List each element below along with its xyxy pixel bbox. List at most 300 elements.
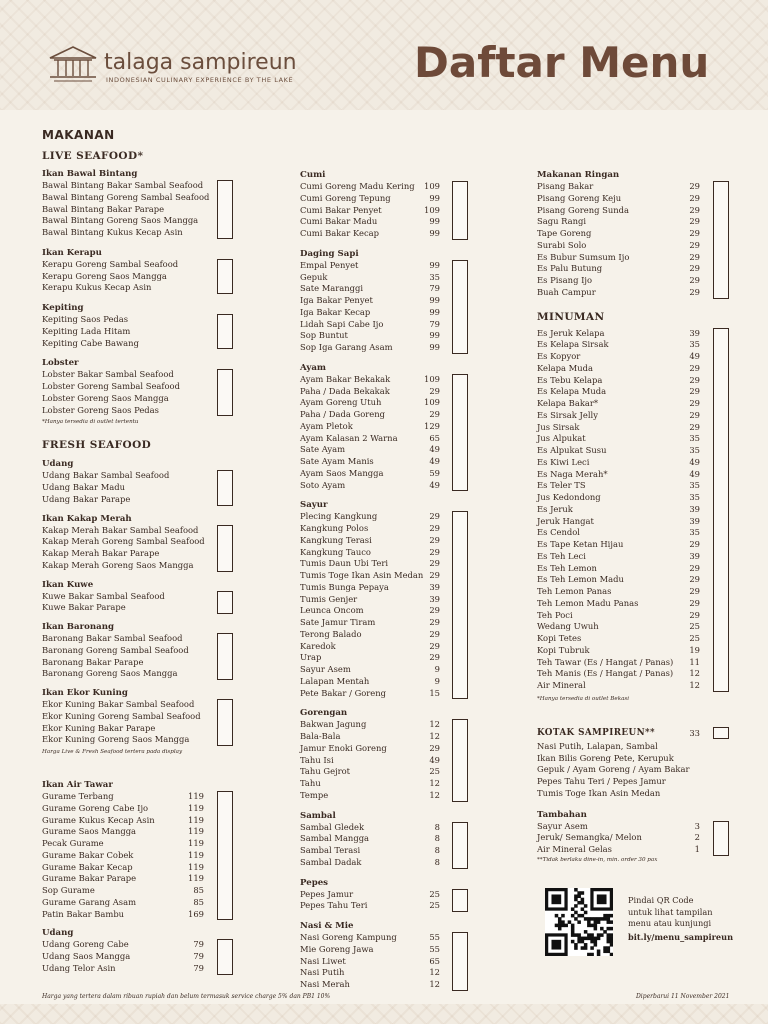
order-checkbox[interactable] bbox=[217, 369, 233, 416]
menu-item-name: Bawal Bintang Goreng Saos Mangga bbox=[42, 215, 199, 226]
menu-item-name: Sop Gurame bbox=[42, 885, 95, 895]
menu-item-price: 29 bbox=[689, 421, 700, 432]
menu-item-price: 9 bbox=[434, 664, 440, 674]
menu-item-price: 39 bbox=[429, 581, 440, 592]
group-title-tambahan: Tambahan bbox=[537, 809, 587, 820]
menu-item-name: Kerapu Kukus Kecap Asin bbox=[42, 282, 152, 293]
menu-item-name: Sate Jamur Tiram bbox=[300, 617, 376, 627]
menu-item-price: 29 bbox=[689, 562, 700, 573]
menu-item-name: Sate Maranggi bbox=[300, 283, 364, 294]
menu-item-price: 2 bbox=[694, 832, 700, 843]
menu-item-name: Jus Kedondong bbox=[537, 492, 601, 502]
menu-item-name: Surabi Solo bbox=[537, 239, 587, 250]
menu-item-name: Tumis Toge Ikan Asin Medan bbox=[300, 570, 424, 580]
menu-item-price: 39 bbox=[689, 515, 700, 526]
menu-item-price: 29 bbox=[689, 398, 700, 408]
menu-item-price: 49 bbox=[429, 444, 440, 455]
menu-item-name: Pepes Jamur bbox=[300, 888, 354, 899]
menu-item-price: 8 bbox=[434, 856, 440, 867]
order-checkbox[interactable] bbox=[217, 314, 233, 349]
menu-item-name: Gurame Garang Asam bbox=[42, 896, 137, 907]
menu-item-price: 49 bbox=[429, 754, 440, 765]
menu-item-price: 85 bbox=[193, 885, 204, 895]
menu-item-price: 29 bbox=[429, 523, 440, 533]
menu-item-name: Nasi Merah bbox=[300, 979, 350, 989]
menu-item-price: 39 bbox=[689, 327, 700, 338]
menu-item-name: Pecak Gurame bbox=[42, 838, 104, 848]
menu-item-name: Kepiting Lada Hitam bbox=[42, 325, 131, 336]
group-title-ikan-kerapu: Ikan Kerapu bbox=[42, 247, 102, 258]
menu-item-name: Ayam Bakar Bekakak bbox=[300, 373, 391, 384]
menu-item-price: 59 bbox=[429, 467, 440, 478]
menu-item-name: Bala-Bala bbox=[300, 731, 341, 741]
kotak-line: Ikan Bilis Goreng Pete, Kerupuk bbox=[537, 752, 674, 763]
menu-item-price: 29 bbox=[689, 374, 700, 385]
menu-item-price: 25 bbox=[689, 633, 700, 643]
menu-item-name: Buah Campur bbox=[537, 286, 596, 297]
menu-item-name: Sop Iga Garang Asam bbox=[300, 342, 393, 352]
menu-item-name: Jus Alpukat bbox=[537, 433, 586, 444]
menu-item-price: 25 bbox=[429, 766, 440, 777]
order-checkbox[interactable] bbox=[217, 791, 233, 920]
menu-item-name: Kuwe Bakar Sambal Seafood bbox=[42, 590, 165, 601]
menu-item-name: Empal Penyet bbox=[300, 259, 359, 270]
menu-item-name: Jus Sirsak bbox=[537, 421, 580, 432]
menu-item-name: Soto Ayam bbox=[300, 479, 346, 490]
menu-item-price: 119 bbox=[188, 802, 204, 813]
menu-item-name: Tempe bbox=[300, 789, 329, 800]
fresh-seafood-note: Harga Live & Fresh Seafood tertera pada display bbox=[42, 749, 183, 755]
menu-item-name: Es Kiwi Leci bbox=[537, 456, 590, 467]
menu-item-name: Ayam Kalasan 2 Warna bbox=[300, 432, 398, 443]
order-checkbox[interactable] bbox=[452, 181, 468, 240]
menu-item-name: Tumis Bunga Pepaya bbox=[300, 581, 389, 592]
menu-item-price: 99 bbox=[429, 259, 440, 270]
menu-item-name: Jamur Enoki Goreng bbox=[300, 742, 387, 753]
menu-item-name: Sop Buntut bbox=[300, 330, 348, 341]
menu-item-price: 25 bbox=[429, 900, 440, 911]
menu-item-name: Terong Balado bbox=[300, 628, 362, 639]
brand-tagline: INDONESIAN CULINARY EXPERIENCE BY THE LAKE bbox=[106, 76, 294, 84]
menu-item-price: 15 bbox=[429, 687, 440, 698]
footer-updated-date: Diperbarui 11 November 2021 bbox=[636, 993, 730, 1000]
group-title-ikan-bawal-bintang: Ikan Bawal Bintang bbox=[42, 169, 138, 179]
menu-item-price: 29 bbox=[689, 275, 700, 285]
qr-caption-line: menu atau kunjungi bbox=[628, 918, 712, 928]
menu-item-name: Bawal Bintang Goreng Sambal Seafood bbox=[42, 191, 210, 202]
menu-item-price: 35 bbox=[689, 527, 700, 538]
menu-item-price: 29 bbox=[429, 546, 440, 557]
menu-item-name: Jeruk/ Semangka/ Melon bbox=[537, 832, 642, 843]
menu-item-name: Gurame Bakar Parape bbox=[42, 873, 137, 884]
menu-item-name: Sate Ayam Manis bbox=[300, 456, 374, 466]
menu-item-price: 55 bbox=[429, 943, 440, 954]
menu-item-price: 35 bbox=[689, 492, 700, 502]
menu-item-price: 39 bbox=[429, 593, 440, 604]
menu-item-price: 12 bbox=[429, 967, 440, 978]
menu-item-price: 29 bbox=[689, 181, 700, 191]
kotak-line: Tumis Toge Ikan Asin Medan bbox=[537, 787, 661, 798]
menu-item-name: Tahu Isi bbox=[300, 754, 334, 765]
menu-item-price: 29 bbox=[429, 652, 440, 663]
group-title-cumi: Cumi bbox=[300, 170, 326, 180]
menu-item-price: 35 bbox=[689, 480, 700, 491]
menu-item-name: Es Teh Lemon bbox=[537, 562, 597, 573]
group-title-makanan-ringan: Makanan Ringan bbox=[537, 170, 620, 180]
menu-item-price: 85 bbox=[193, 896, 204, 907]
menu-item-name: Cumi Bakar Madu bbox=[300, 216, 378, 227]
menu-item-name: Sate Ayam bbox=[300, 444, 346, 455]
menu-item-name: Udang Telor Asin bbox=[42, 962, 116, 973]
menu-item-name: Air Mineral bbox=[537, 680, 586, 690]
menu-item-name: Pepes Tahu Teri bbox=[300, 900, 368, 911]
menu-item-name: Es Tebu Kelapa bbox=[537, 374, 603, 385]
menu-item-price: 29 bbox=[429, 628, 440, 639]
group-title-kepiting: Kepiting bbox=[42, 303, 84, 313]
menu-item-name: Udang Bakar Parape bbox=[42, 493, 131, 504]
menu-item-price: 29 bbox=[689, 409, 700, 420]
group-title-ikan-ekor-kuning: Ikan Ekor Kuning bbox=[42, 688, 128, 698]
section-title-minuman: MINUMAN bbox=[537, 310, 605, 323]
menu-item-name: Udang Bakar Sambal Seafood bbox=[42, 470, 170, 481]
order-checkbox[interactable] bbox=[452, 932, 468, 991]
menu-item-name: Ayam Goreng Utuh bbox=[300, 397, 382, 408]
order-checkbox[interactable] bbox=[217, 259, 233, 294]
kotak-price: 33 bbox=[689, 727, 700, 738]
menu-item-name: Sayur Asem bbox=[300, 664, 351, 674]
order-checkbox[interactable] bbox=[217, 180, 233, 239]
menu-item-name: Baronang Bakar Parape bbox=[42, 656, 144, 667]
menu-item-name: Es Kelapa Sirsak bbox=[537, 339, 609, 350]
menu-item-name: Iga Bakar Kecap bbox=[300, 306, 371, 317]
menu-item-price: 29 bbox=[689, 228, 700, 238]
menu-item-price: 35 bbox=[689, 339, 700, 350]
menu-item-price: 99 bbox=[429, 330, 440, 341]
menu-item-name: Karedok bbox=[300, 640, 336, 651]
menu-item-name: Es Alpukat Susu bbox=[537, 445, 607, 455]
menu-item-name: Es Naga Merah* bbox=[537, 468, 608, 479]
menu-item-name: Cumi Bakar Kecap bbox=[300, 228, 379, 238]
section-title-live-seafood: LIVE SEAFOOD* bbox=[42, 150, 144, 162]
group-title-ikan-kuwe: Ikan Kuwe bbox=[42, 579, 94, 590]
menu-item-name: Gurame Bakar Kecap bbox=[42, 861, 133, 872]
group-title-udang: Udang bbox=[42, 459, 74, 470]
group-title-gorengan: Gorengan bbox=[300, 708, 348, 719]
menu-item-price: 29 bbox=[429, 511, 440, 522]
menu-item-price: 29 bbox=[689, 574, 700, 585]
menu-item-name: Kepiting Saos Pedas bbox=[42, 314, 129, 324]
menu-item-price: 49 bbox=[689, 468, 700, 479]
menu-item-price: 12 bbox=[429, 789, 440, 800]
menu-item-name: Bakwan Jagung bbox=[300, 719, 367, 730]
menu-item-name: Teh Lemon Madu Panas bbox=[537, 597, 639, 608]
menu-item-name: Ekor Kuning Bakar Sambal Seafood bbox=[42, 699, 195, 709]
menu-item-name: Es Kopyor bbox=[537, 351, 581, 361]
menu-item-name: Kuwe Bakar Parape bbox=[42, 602, 126, 613]
menu-item-name: Baronang Goreng Sambal Seafood bbox=[42, 644, 189, 655]
menu-item-price: 119 bbox=[188, 826, 204, 837]
menu-item-price: 79 bbox=[429, 318, 440, 329]
menu-item-price: 129 bbox=[424, 420, 440, 431]
menu-item-name: Bawal Bintang Bakar Parape bbox=[42, 203, 165, 214]
kotak-line: Gepuk / Ayam Goreng / Ayam Bakar bbox=[537, 764, 690, 775]
menu-item-price: 25 bbox=[689, 621, 700, 632]
order-checkbox[interactable] bbox=[713, 181, 729, 299]
menu-item-name: Bawal Bintang Kukus Kecap Asin bbox=[42, 227, 183, 237]
menu-item-price: 12 bbox=[689, 680, 700, 690]
menu-item-name: Teh Lemon Panas bbox=[537, 586, 612, 596]
menu-item-name: Kopi Tubruk bbox=[537, 644, 590, 655]
group-title-sayur: Sayur bbox=[300, 500, 328, 511]
menu-item-price: 99 bbox=[429, 228, 440, 238]
menu-item-price: 119 bbox=[188, 838, 204, 848]
menu-item-price: 49 bbox=[689, 456, 700, 467]
menu-item-price: 29 bbox=[689, 251, 700, 262]
kotak-line: Nasi Putih, Lalapan, Sambal bbox=[537, 740, 658, 751]
menu-item-price: 8 bbox=[434, 845, 440, 855]
live-seafood-note: *Hanya tersedia di outlet tertentu bbox=[42, 419, 139, 426]
menu-item-price: 12 bbox=[689, 668, 700, 679]
menu-item-price: 79 bbox=[193, 951, 204, 961]
group-title-ikan-baronang: Ikan Baronang bbox=[42, 622, 114, 632]
qr-caption-line: untuk lihat tampilan bbox=[628, 906, 713, 917]
section-title-makanan: MAKANAN bbox=[42, 128, 115, 142]
order-checkbox[interactable] bbox=[452, 374, 468, 492]
menu-item-price: 8 bbox=[434, 821, 440, 832]
menu-item-price: 29 bbox=[429, 617, 440, 627]
order-checkbox[interactable] bbox=[217, 525, 233, 572]
menu-item-price: 29 bbox=[689, 597, 700, 608]
footer-band bbox=[0, 1004, 768, 1024]
menu-item-price: 99 bbox=[429, 192, 440, 203]
footer-price-note: Harga yang tertera dalam ribuan rupiah dan belum termasuk service charge 5% dan PB1 10% bbox=[42, 993, 331, 1000]
menu-item-name: Udang Bakar Madu bbox=[42, 482, 126, 492]
header-band bbox=[0, 0, 768, 110]
menu-item-price: 29 bbox=[429, 570, 440, 580]
menu-item-name: Tape Goreng bbox=[537, 228, 592, 238]
menu-item-name: Gurame Kukus Kecap Asin bbox=[42, 814, 155, 825]
menu-item-name: Gepuk bbox=[300, 271, 328, 282]
menu-item-name: Gurame Bakar Cobek bbox=[42, 849, 134, 860]
menu-item-price: 79 bbox=[193, 962, 204, 973]
menu-item-price: 29 bbox=[689, 239, 700, 250]
menu-item-price: 29 bbox=[689, 586, 700, 596]
menu-item-price: 39 bbox=[689, 550, 700, 561]
order-checkbox[interactable] bbox=[452, 260, 468, 354]
menu-item-name: Jeruk Hangat bbox=[537, 515, 594, 526]
menu-item-price: 29 bbox=[429, 742, 440, 753]
brand-name-a: talaga bbox=[104, 50, 181, 75]
menu-item-name: Teh Poci bbox=[537, 609, 573, 620]
tambahan-note: **Tidak berlaku dine-in, min. order 30 pax bbox=[537, 856, 658, 863]
menu-item-name: Gurame Goreng Cabe Ijo bbox=[42, 802, 149, 813]
menu-item-name: Tumis Daun Ubi Teri bbox=[300, 558, 389, 569]
menu-item-price: 29 bbox=[689, 216, 700, 227]
group-title-ikan-kakap-merah: Ikan Kakap Merah bbox=[42, 513, 132, 524]
section-title-kotak-sampireun: KOTAK SAMPIREUN** bbox=[537, 727, 656, 738]
menu-item-name: Kepiting Cabe Bawang bbox=[42, 337, 139, 348]
menu-item-name: Mie Goreng Jawa bbox=[300, 943, 374, 954]
group-title-daging-sapi: Daging Sapi bbox=[300, 248, 359, 259]
menu-item-price: 55 bbox=[429, 932, 440, 942]
menu-item-name: Tahu Gejrot bbox=[300, 766, 351, 777]
group-title-udang: Udang bbox=[42, 928, 74, 939]
menu-item-price: 29 bbox=[429, 385, 440, 396]
brand-name bbox=[104, 50, 297, 75]
menu-item-name: Lidah Sapi Cabe Ijo bbox=[300, 318, 384, 329]
menu-item-price: 109 bbox=[424, 397, 440, 408]
menu-item-price: 29 bbox=[689, 362, 700, 373]
menu-item-name: Pisang Goreng Keju bbox=[537, 192, 622, 203]
menu-item-price: 12 bbox=[429, 719, 440, 730]
menu-item-name: Plecing Kangkung bbox=[300, 511, 378, 522]
menu-item-name: Gurame Terbang bbox=[42, 791, 114, 801]
menu-item-price: 119 bbox=[188, 814, 204, 825]
order-checkbox[interactable] bbox=[452, 822, 468, 869]
order-checkbox[interactable] bbox=[713, 821, 729, 856]
menu-item-name: Kangkung Terasi bbox=[300, 534, 372, 545]
menu-item-name: Cumi Goreng Tepung bbox=[300, 192, 391, 203]
menu-item-price: 35 bbox=[429, 271, 440, 282]
order-checkbox[interactable] bbox=[452, 889, 468, 913]
menu-item-name: Ekor Kuning Goreng Saos Mangga bbox=[42, 734, 190, 745]
menu-item-name: Lobster Goreng Saos Mangga bbox=[42, 392, 169, 403]
pavilion-logo-icon bbox=[48, 44, 98, 84]
menu-item-name: Udang Goreng Cabe bbox=[42, 939, 129, 950]
menu-item-price: 65 bbox=[429, 432, 440, 443]
menu-item-name: Kopi Tetes bbox=[537, 633, 582, 643]
menu-item-name: Iga Bakar Penyet bbox=[300, 295, 373, 305]
menu-item-name: Nasi Putih bbox=[300, 967, 345, 978]
order-checkbox[interactable] bbox=[713, 328, 729, 692]
menu-item-name: Urap bbox=[300, 652, 322, 663]
menu-item-price: 29 bbox=[429, 558, 440, 569]
menu-item-name: Pisang Bakar bbox=[537, 181, 594, 191]
menu-item-price: 99 bbox=[429, 342, 440, 352]
menu-item-price: 29 bbox=[429, 605, 440, 616]
menu-item-price: 99 bbox=[429, 216, 440, 227]
menu-item-name: Teh Manis (Es / Hangat / Panas) bbox=[537, 668, 674, 679]
menu-item-name: Es Bubur Sumsum Ijo bbox=[537, 251, 630, 262]
menu-item-name: Cumi Goreng Madu Kering bbox=[300, 181, 415, 191]
menu-item-name: Lobster Goreng Sambal Seafood bbox=[42, 381, 180, 391]
menu-item-name: Patin Bakar Bambu bbox=[42, 908, 125, 919]
menu-item-name: Ayam Saos Mangga bbox=[300, 467, 384, 478]
menu-item-name: Baronang Bakar Sambal Seafood bbox=[42, 633, 183, 643]
menu-item-name: Kerapu Goreng Sambal Seafood bbox=[42, 258, 179, 269]
menu-item-name: Udang Saos Mangga bbox=[42, 951, 131, 961]
menu-item-name: Kerapu Goreng Saos Mangga bbox=[42, 270, 167, 281]
menu-item-price: 109 bbox=[424, 373, 440, 384]
menu-item-price: 49 bbox=[429, 479, 440, 490]
menu-item-price: 79 bbox=[193, 939, 204, 950]
menu-item-name: Tumis Genjer bbox=[300, 593, 358, 604]
menu-item-price: 8 bbox=[434, 833, 440, 844]
menu-item-price: 12 bbox=[429, 979, 440, 989]
menu-item-price: 12 bbox=[429, 778, 440, 788]
menu-item-name: Es Palu Butung bbox=[537, 263, 603, 274]
group-title-ayam: Ayam bbox=[300, 362, 326, 373]
menu-item-price: 29 bbox=[689, 386, 700, 397]
menu-item-price: 3 bbox=[694, 820, 700, 831]
menu-item-name: Sambal Dadak bbox=[300, 856, 362, 867]
menu-item-price: 35 bbox=[689, 433, 700, 444]
menu-item-name: Gurame Saos Mangga bbox=[42, 826, 137, 837]
menu-item-name: Kakap Merah Goreng Sambal Seafood bbox=[42, 536, 205, 547]
menu-item-price: 9 bbox=[434, 675, 440, 686]
menu-item-price: 29 bbox=[429, 409, 440, 419]
qr-link[interactable]: bit.ly/menu_sampireun bbox=[628, 931, 734, 942]
menu-item-price: 29 bbox=[689, 263, 700, 274]
menu-item-name: Air Mineral Gelas bbox=[537, 844, 612, 854]
menu-item-name: Sambal Gledek bbox=[300, 821, 365, 832]
menu-item-price: 29 bbox=[689, 539, 700, 549]
menu-item-name: Es Kelapa Muda bbox=[537, 386, 607, 397]
menu-item-name: Paha / Dada Bekakak bbox=[300, 385, 390, 396]
menu-item-name: Ekor Kuning Goreng Sambal Seafood bbox=[42, 710, 201, 721]
menu-item-price: 169 bbox=[188, 908, 204, 919]
menu-item-name: Es Jeruk bbox=[537, 503, 573, 514]
menu-item-price: 119 bbox=[188, 849, 204, 860]
menu-item-name: Teh Tawar (Es / Hangat / Panas) bbox=[537, 656, 674, 667]
menu-item-price: 49 bbox=[429, 456, 440, 466]
menu-item-price: 29 bbox=[689, 192, 700, 203]
kotak-line: Pepes Tahu Teri / Pepes Jamur bbox=[537, 776, 666, 786]
menu-item-price: 11 bbox=[689, 656, 700, 667]
menu-item-name: Wedang Uwuh bbox=[537, 621, 599, 632]
order-checkbox[interactable] bbox=[217, 591, 233, 615]
minuman-note: *Hanya tersedia di outlet Bekasi bbox=[537, 695, 630, 702]
qr-code-icon[interactable] bbox=[545, 888, 613, 956]
menu-item-price: 99 bbox=[429, 306, 440, 317]
order-checkbox[interactable] bbox=[452, 511, 468, 699]
menu-item-price: 65 bbox=[429, 955, 440, 966]
group-title-lobster: Lobster bbox=[42, 358, 79, 369]
menu-item-name: Kakap Merah Bakar Sambal Seafood bbox=[42, 524, 199, 535]
menu-item-price: 29 bbox=[689, 204, 700, 215]
menu-item-name: Nasi Goreng Kampung bbox=[300, 932, 397, 942]
menu-item-price: 29 bbox=[429, 640, 440, 651]
menu-item-price: 99 bbox=[429, 295, 440, 305]
order-checkbox[interactable] bbox=[217, 699, 233, 746]
menu-item-name: Es Teh Lemon Madu bbox=[537, 574, 624, 585]
order-checkbox[interactable] bbox=[217, 939, 233, 974]
order-checkbox[interactable] bbox=[452, 719, 468, 801]
menu-item-name: Paha / Dada Goreng bbox=[300, 409, 385, 419]
menu-item-price: 119 bbox=[188, 873, 204, 884]
menu-item-price: 25 bbox=[429, 888, 440, 899]
menu-item-name: Lobster Bakar Sambal Seafood bbox=[42, 369, 174, 380]
menu-item-name: Cumi Bakar Penyet bbox=[300, 204, 382, 215]
menu-item-name: Kakap Merah Bakar Parape bbox=[42, 548, 160, 558]
menu-item-name: Lalapan Mentah bbox=[300, 675, 370, 686]
menu-item-name: Leunca Oncom bbox=[300, 605, 364, 616]
menu-item-name: Kelapa Bakar* bbox=[537, 398, 599, 408]
menu-item-name: Bawal Bintang Bakar Sambal Seafood bbox=[42, 180, 204, 190]
kotak-checkbox[interactable] bbox=[713, 727, 729, 739]
menu-item-price: 39 bbox=[689, 503, 700, 514]
brand-name-b: sampireun bbox=[180, 50, 297, 75]
order-checkbox[interactable] bbox=[217, 633, 233, 680]
menu-item-name: Baronang Goreng Saos Mangga bbox=[42, 668, 178, 679]
menu-item-name: Pisang Goreng Sunda bbox=[537, 204, 630, 215]
menu-item-price: 109 bbox=[424, 204, 440, 215]
menu-item-name: Sambal Terasi bbox=[300, 845, 361, 855]
menu-item-price: 29 bbox=[689, 286, 700, 297]
menu-item-price: 119 bbox=[188, 861, 204, 872]
menu-item-price: 1 bbox=[694, 844, 700, 854]
order-checkbox[interactable] bbox=[217, 470, 233, 505]
